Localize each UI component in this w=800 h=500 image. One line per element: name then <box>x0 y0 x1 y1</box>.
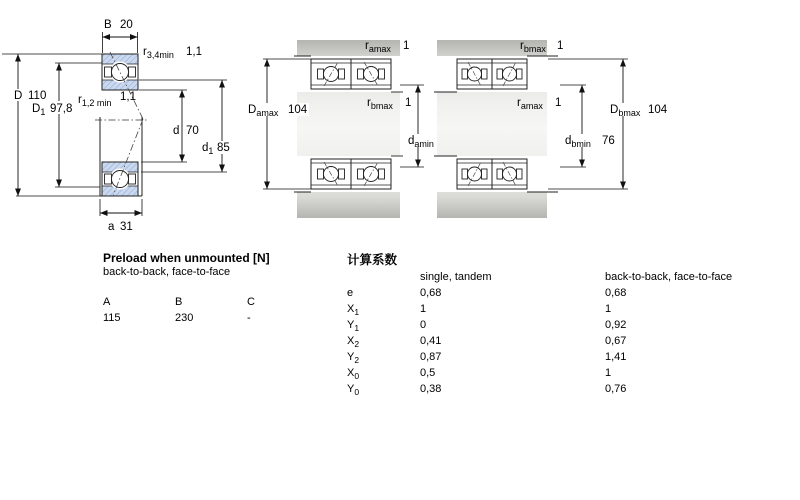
factor-value: 1 <box>420 303 427 315</box>
factor-value: 1 <box>605 303 612 315</box>
factors-col1-header: single, tandem <box>420 271 492 283</box>
factor-value: 0,68 <box>605 287 627 299</box>
factor-label: $X_0$ <box>347 367 360 382</box>
calculation-factors-table <box>347 244 787 409</box>
arrangement-a-diagram <box>246 40 462 218</box>
factor-label: $Y_1$ <box>347 319 360 334</box>
bearing-pair <box>351 59 391 89</box>
factors-col2-header: back-to-back, face-to-face <box>605 271 733 283</box>
factor-value: 0,92 <box>605 319 627 331</box>
preload-table <box>103 245 323 345</box>
dim-ramax-a: $r_{amax}$ 1 <box>365 40 410 54</box>
preload-value: 115 <box>103 312 121 324</box>
dim-d: d 70 <box>173 125 199 137</box>
bearing-pair <box>492 159 527 189</box>
factor-value: 0,68 <box>420 287 442 299</box>
factor-value: 0,41 <box>420 335 442 347</box>
bearing-pair <box>351 159 391 189</box>
factor-label: $X_1$ <box>347 303 360 318</box>
dim-Damax: $D_{amax}$ 104 <box>248 104 308 118</box>
dim-D: D 110 <box>14 90 47 102</box>
factor-label: $Y_2$ <box>347 351 360 366</box>
bearing-pair <box>457 159 492 189</box>
dim-damin: $d_{amin}$ <box>408 135 434 149</box>
preload-subtitle: back-to-back, face-to-face <box>103 266 231 278</box>
preload-title: Preload when unmounted [N] <box>103 251 270 265</box>
factor-label: e <box>347 287 354 299</box>
factor-label: $X_2$ <box>347 335 360 350</box>
factor-value: 1 <box>605 367 612 379</box>
dim-D1: $D_1$ 97,8 <box>32 103 73 117</box>
preload-col-header: B <box>175 296 183 308</box>
dim-rbmax-a: $r_{bmax}$ 1 <box>367 97 412 111</box>
cross-section-diagram <box>2 19 236 233</box>
preload-col-header: C <box>247 296 255 308</box>
preload-value: 230 <box>175 312 194 324</box>
factor-label: $Y_0$ <box>347 383 360 398</box>
bearing-pair <box>492 59 527 89</box>
factor-value: 0 <box>420 319 427 331</box>
dim-ramax-b: $r_{amax}$ 1 <box>517 97 562 111</box>
preload-value: - <box>247 312 251 324</box>
arrangement-b-diagram <box>434 40 669 218</box>
bearing-pair <box>457 59 492 89</box>
bearing-pair <box>311 59 351 89</box>
dim-a: a 31 <box>108 221 133 233</box>
technical-drawing <box>0 0 800 244</box>
factor-value: 0,87 <box>420 351 442 363</box>
factor-value: 0,5 <box>420 367 436 379</box>
factor-value: 1,41 <box>605 351 627 363</box>
factor-value: 0,76 <box>605 383 627 395</box>
bearing-section-top <box>102 54 138 90</box>
preload-col-header: A <box>103 296 111 308</box>
dim-dbmin: $d_{bmin}$ 76 <box>565 135 615 149</box>
factor-value: 0,67 <box>605 335 627 347</box>
factors-title: 计算系数 <box>347 253 398 267</box>
dim-Dbmax: $D_{bmax}$ 104 <box>610 104 668 118</box>
bearing-pair <box>311 159 351 189</box>
dim-B: B 20 <box>104 19 133 31</box>
dim-d1: $d_1$ 85 <box>202 142 230 156</box>
factor-value: 0,38 <box>420 383 442 395</box>
dim-r34: $r_{3,4min}$ 1,1 <box>143 46 202 60</box>
dim-r12: $r_{1,2 min}$ 1,1 <box>78 91 136 108</box>
dim-rbmax-b: $r_{bmax}$ 1 <box>520 40 564 54</box>
